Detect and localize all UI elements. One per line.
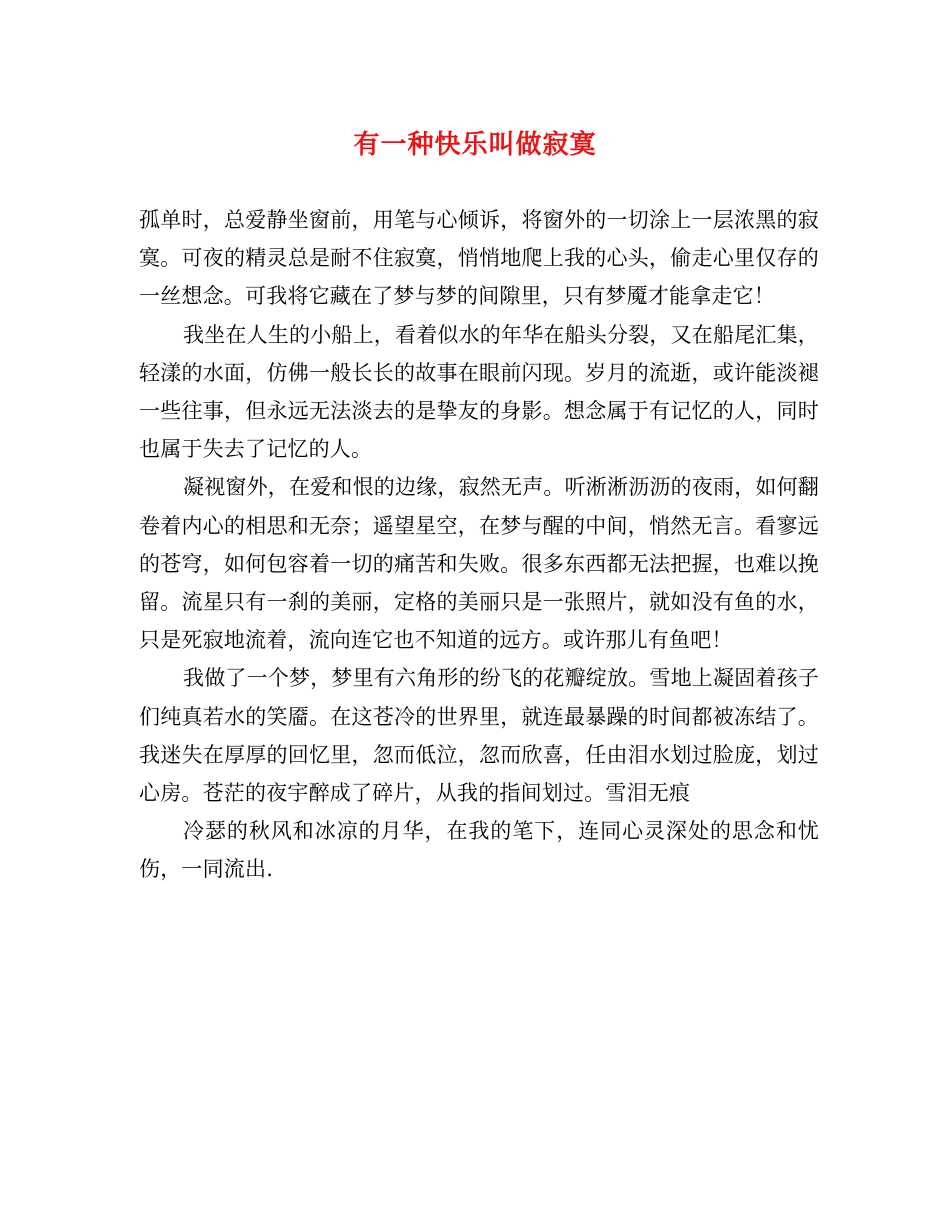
document-title: 有一种快乐叫做寂寞 xyxy=(353,130,597,160)
paragraph-4: 我做了一个梦，梦里有六角形的纷飞的花瓣绽放。雪地上凝固着孩子们纯真若水的笑靥。在这苍冷的世界里，就连最暴躁的时间都被冻结了。我迷失在厚厚的回忆里，忽而低泣，忽而欣喜，任由泪水划过脸庞，划过心房。苍茫的夜宇醉成了碎片，从我的指间划过。雪泪无痕 xyxy=(139,666,819,806)
paragraph-3: 凝视窗外，在爱和恨的边缘，寂然无声。听淅淅沥沥的夜雨，如何翻卷着内心的相思和无奈；遥望星空，在梦与醒的中间，悄然无言。看寥远的苍穹，如何包容着一切的痛苦和失败。很多东西都无法把握，也难以挽留。流星只有一刹的美丽，定格的美丽只是一张照片，就如没有鱼的水，只是死寂地流着，流向连它也不知道的远方。或许那儿有鱼吧！ xyxy=(139,475,819,653)
paragraph-2: 我坐在人生的小船上，看着似水的年华在船头分裂，又在船尾汇集，轻漾的水面，仿佛一般长长的故事在眼前闪现。岁月的流逝，或许能淡褪一些往事，但永远无法淡去的是挚友的身影。想念属于有记忆的人，同时也属于失去了记忆的人。 xyxy=(139,322,819,462)
document-body xyxy=(139,201,819,889)
paragraph-1: 孤单时，总爱静坐窗前，用笔与心倾诉，将窗外的一切涂上一层浓黑的寂寞。可夜的精灵总是耐不住寂寞，悄悄地爬上我的心头，偷走心里仅存的一丝想念。可我将它藏在了梦与梦的间隙里，只有梦魇才能拿走它！ xyxy=(139,208,819,309)
paragraph-5: 冷瑟的秋风和冰凉的月华，在我的笔下，连同心灵深处的思念和忧伤，一同流出. xyxy=(139,819,819,882)
